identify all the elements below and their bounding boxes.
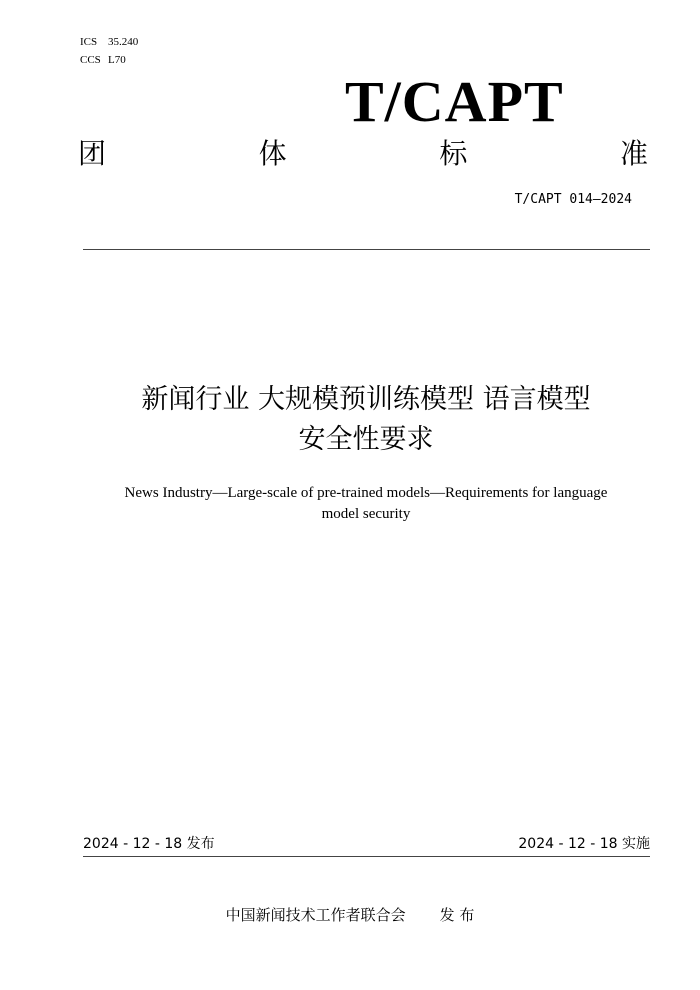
publish-date: 2024 - 12 - 18 发布 (83, 836, 215, 852)
document-type-char: 准 (619, 137, 648, 170)
publisher-org: 中国新闻技术工作者联合会 (225, 906, 406, 924)
document-type-char: 体 (258, 137, 287, 170)
standard-brand: T/CAPT (345, 69, 564, 134)
document-type-char: 团 (78, 137, 107, 170)
bottom-divider (83, 856, 650, 857)
implement-date: 2024 - 12 - 18 实施 (518, 836, 650, 852)
ics-label: ICS (80, 36, 98, 48)
document-type (78, 136, 648, 172)
standard-number: T/CAPT 014—2024 (514, 192, 632, 207)
ccs-label: CCS (80, 54, 101, 66)
ics-code (80, 35, 138, 49)
chinese-title (60, 380, 672, 460)
publisher (0, 905, 700, 925)
ccs-code (80, 53, 126, 67)
chinese-title-line: 安全性要求 (298, 424, 434, 455)
publisher-action: 发 布 (439, 906, 475, 924)
chinese-title-line: 新闻行业 大规模预训练模型 语言模型 (141, 384, 591, 415)
ccs-value: L70 (108, 54, 126, 66)
document-type-char: 标 (439, 137, 468, 170)
english-title (60, 483, 672, 525)
english-title-line: News Industry—Large-scale of pre-trained models—Requirements for language (124, 485, 608, 501)
ics-value: 35.240 (108, 36, 139, 48)
top-divider (83, 249, 650, 250)
english-title-line: model security (321, 506, 411, 522)
